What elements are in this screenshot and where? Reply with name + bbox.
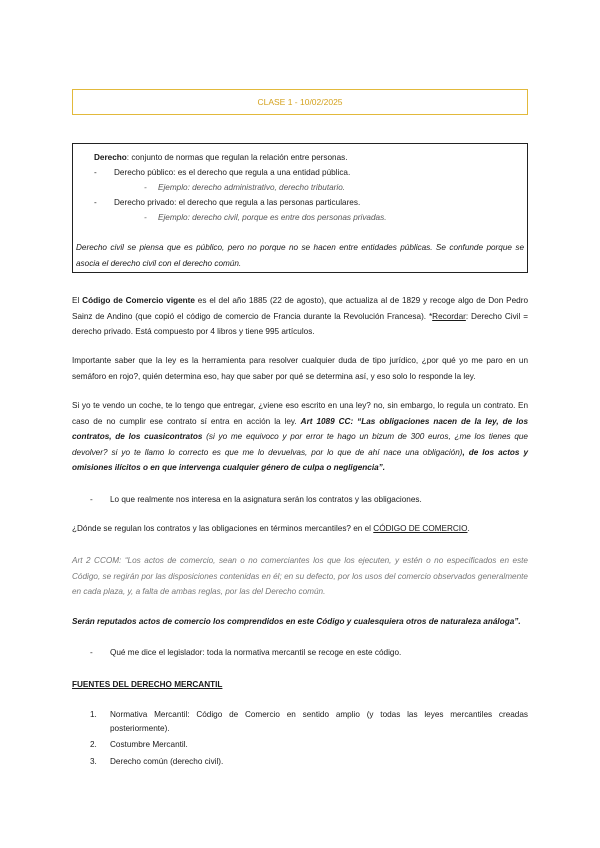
- codigo-comercio-link: CÓDIGO DE COMERCIO: [373, 524, 468, 533]
- definitions-box: [72, 143, 528, 273]
- importante-paragraph: Importante saber que la ley es la herramienta para resolver cualquier duda de tipo jurídico, ¿por qué yo me paro en un semáforo en rojo?, quién determina eso, hay que saber por qué se determina así, y eso solo lo responde la ley.: [72, 356, 528, 381]
- class-title-box: [72, 89, 528, 115]
- seran-reputados: Serán reputados actos de comercio los comprendidos en este Código y cualesquiera otros de naturaleza análoga”.: [72, 617, 521, 626]
- dash-bullet: -: [94, 198, 97, 207]
- civil-note: Derecho civil se piensa que es público, pero no porque no se hacen entre entidades públicas. Se confunde porque se asocia el derecho civil con el derecho común.: [76, 243, 524, 268]
- codigo-term: Código de Comercio vigente: [82, 296, 195, 305]
- codigo-after: : Derecho Civil = derecho privado. Está compuesto por 4 libros y tiene 995 artículos.: [72, 311, 529, 336]
- class-title: CLASE 1 - 10/02/2025: [257, 97, 343, 107]
- derecho-definition: [94, 152, 348, 164]
- publico-text: Derecho público: es el derecho que regula a una entidad pública.: [114, 168, 351, 177]
- donde-end: .: [467, 524, 470, 533]
- codigo-paragraph: [72, 293, 528, 340]
- list-item: [90, 755, 528, 769]
- list-item-text: Derecho común (derecho civil).: [110, 756, 224, 766]
- dash-bullet: -: [144, 213, 147, 222]
- dash-bullet: -: [94, 168, 97, 177]
- derecho-def-text: : conjunto de normas que regulan la relación entre personas.: [126, 153, 348, 162]
- fuentes-list: [90, 708, 528, 768]
- list-item: [90, 708, 528, 735]
- list-item-text: Normativa Mercantil: Código de Comercio en sentido amplio (y todas las leyes mercantiles creadas posteriormente).: [110, 710, 528, 733]
- codigo-intro: El: [72, 296, 83, 305]
- list-item-text: Costumbre Mercantil.: [110, 740, 188, 749]
- list-item: [90, 738, 528, 752]
- list-number: 3.: [90, 756, 97, 766]
- bullet-legislador: [90, 646, 402, 660]
- fuentes-heading: FUENTES DEL DERECHO MERCANTIL: [72, 680, 223, 689]
- art-1089-end: , de los actos y omisiones ilícitos o en que intervenga cualquier género de culpa o negligencia”.: [72, 447, 529, 472]
- list-number: 2.: [90, 740, 97, 749]
- privado-example: [144, 212, 387, 224]
- recordar-label: Recordar: [432, 311, 466, 321]
- dash-bullet: -: [144, 183, 147, 192]
- donde-paragraph: [72, 521, 528, 537]
- bullet-contratos: [90, 493, 422, 507]
- bullet-contratos-text: Lo que realmente nos interesa en la asignatura serán los contratos y las obligaciones.: [110, 495, 422, 504]
- coche-paragraph: [72, 398, 528, 476]
- art-1089-quote: Art 1089 CC: “Las obligaciones nacen de la ley, de los contratos, de los cuasicontratos: [72, 416, 528, 441]
- coche-text: Si yo te vendo un coche, te lo tengo que entregar, ¿viene eso escrito en una ley? no, sin embargo, lo regula un contrato. En caso de no cumplir ese contrato sí entra en acción la ley.: [72, 401, 528, 426]
- donde-text: ¿Dónde se regulan los contratos y las obligaciones en términos mercantiles? en el: [72, 524, 374, 533]
- publico-example-text: Ejemplo: derecho administrativo, derecho tributario.: [158, 183, 346, 192]
- privado-example-text: Ejemplo: derecho civil, porque es entre dos personas privadas.: [158, 213, 387, 222]
- art2-quote: Art 2 CCOM: “Los actos de comercio, sean o no comerciantes los que los ejecuten, y estén o no especificados en este Código, se regirán por las disposiciones contenidas en él; en su defecto, por los usos del comercio observados generalmente en cada plaza, y, a falta de ambas reglas, por las del Derecho común.: [72, 556, 528, 596]
- derecho-term: Derecho: [94, 153, 127, 162]
- privado-item: [94, 197, 361, 209]
- privado-text: Derecho privado: el derecho que regula a las personas particulares.: [114, 198, 361, 207]
- publico-item: [94, 167, 351, 179]
- codigo-text: es el del año 1885 (22 de agosto), que actualiza al de 1829 y recoge algo de Don Pedro Sainz de Andino (que copió el código de comercio de Francia durante la Revolución Francesa). *: [72, 296, 528, 321]
- list-number: 1.: [90, 710, 97, 719]
- bullet-legislador-text: Qué me dice el legislador: toda la normativa mercantil se recoge en este código.: [110, 648, 402, 657]
- dash-bullet: -: [90, 648, 93, 657]
- dash-bullet: -: [90, 495, 93, 504]
- cuasicontrato-example: (si yo me equivoco y por error te hago un bizum de 300 euros, ¿me los tienes que devolver? si yo te llamo lo correcto es que me lo devuelvas, por lo que de ahí nace una obligación): [72, 432, 528, 457]
- publico-example: [144, 182, 346, 194]
